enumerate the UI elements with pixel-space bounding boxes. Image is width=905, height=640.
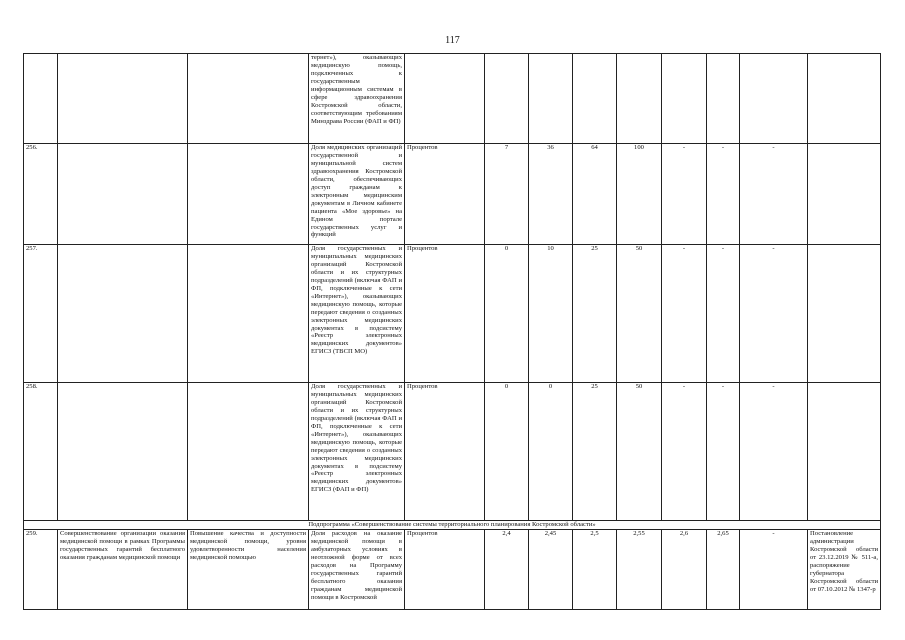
value-cell xyxy=(662,54,707,144)
basis-cell xyxy=(808,54,881,144)
value-cell xyxy=(529,54,573,144)
basis-cell xyxy=(808,245,881,383)
indicator-cell: Доля государственных и муниципальных медицинских организаций Костромской области и их структурных подразделений (включая ФАП и ФП, подключенные к сети «Интернет»), оказывающих медицинскую помощь, которые передают сведения о созданных электронных медицинских документах в подсистему «Реестр электронных медицинских документов» ЕГИСЗ (ТВСП МО) xyxy=(309,245,405,383)
value-cell: - xyxy=(662,245,707,383)
value-cell: 2,55 xyxy=(617,530,662,610)
value-cell: 50 xyxy=(617,245,662,383)
value-cell: - xyxy=(740,530,808,610)
basis-cell xyxy=(808,144,881,245)
direction-cell: Совершенствование организации оказания медицинской помощи в рамках Программы государственных гарантий бесплатного оказания гражданам медицинской помощи xyxy=(58,530,188,610)
direction-cell xyxy=(58,144,188,245)
direction-cell xyxy=(58,383,188,521)
unit-cell: Процентов xyxy=(405,144,485,245)
goal-cell xyxy=(188,54,309,144)
goal-cell: Повышение качества и доступности медицинской помощи, уровня удовлетворенности населения медицинской помощью xyxy=(188,530,309,610)
unit-cell xyxy=(405,54,485,144)
unit-cell: Процентов xyxy=(405,245,485,383)
value-cell: 7 xyxy=(485,144,529,245)
page-number: 117 xyxy=(445,35,460,46)
unit-cell: Процентов xyxy=(405,530,485,610)
row-number-cell xyxy=(24,54,58,144)
value-cell: 2,5 xyxy=(573,530,617,610)
value-cell: - xyxy=(740,245,808,383)
value-cell: 100 xyxy=(617,144,662,245)
value-cell: 64 xyxy=(573,144,617,245)
value-cell: 50 xyxy=(617,383,662,521)
table-row xyxy=(24,383,881,521)
unit-cell: Процентов xyxy=(405,383,485,521)
goal-cell xyxy=(188,383,309,521)
value-cell xyxy=(617,54,662,144)
value-cell: - xyxy=(740,144,808,245)
value-cell: 0 xyxy=(485,245,529,383)
value-cell: - xyxy=(707,144,740,245)
indicator-cell: Доля государственных и муниципальных медицинских организаций Костромской области и их структурных подразделений (включая ФАП и ФП, подключенные к сети «Интернет»), оказывающих медицинскую помощь, которые передают сведения о созданных электронных медицинских документах в подсистему «Реестр электронных медицинских документов» ЕГИСЗ (ФАП и ФП) xyxy=(309,383,405,521)
table-row xyxy=(24,54,881,144)
basis-cell xyxy=(808,383,881,521)
subprogram-row xyxy=(24,521,881,530)
value-cell: - xyxy=(662,144,707,245)
value-cell: 0 xyxy=(529,383,573,521)
value-cell: - xyxy=(740,383,808,521)
row-number-cell: 258. xyxy=(24,383,58,521)
value-cell xyxy=(740,54,808,144)
direction-cell xyxy=(58,245,188,383)
indicators-table xyxy=(23,53,881,610)
value-cell: - xyxy=(707,383,740,521)
table-row xyxy=(24,144,881,245)
basis-cell: Постановление администрации Костромской области от 23.12.2019 № 511-а, распоряжение губернатора Костромской области от 07.10.2012 № 1347-р xyxy=(808,530,881,610)
value-cell: 25 xyxy=(573,245,617,383)
value-cell: 2,4 xyxy=(485,530,529,610)
value-cell: 2,6 xyxy=(662,530,707,610)
direction-cell xyxy=(58,54,188,144)
value-cell xyxy=(707,54,740,144)
value-cell: - xyxy=(707,245,740,383)
goal-cell xyxy=(188,245,309,383)
row-number-cell: 257. xyxy=(24,245,58,383)
row-number-cell: 259. xyxy=(24,530,58,610)
value-cell: 2,45 xyxy=(529,530,573,610)
value-cell: 10 xyxy=(529,245,573,383)
subprogram-title: Подпрограмма «Совершенствование системы территориального планирования Костромской области» xyxy=(24,521,881,530)
table-row xyxy=(24,245,881,383)
value-cell: - xyxy=(662,383,707,521)
row-number-cell: 256. xyxy=(24,144,58,245)
value-cell: 2,65 xyxy=(707,530,740,610)
goal-cell xyxy=(188,144,309,245)
table-row xyxy=(24,530,881,610)
value-cell: 0 xyxy=(485,383,529,521)
value-cell: 25 xyxy=(573,383,617,521)
indicator-cell: тернет»), оказывающих медицинскую помощь, подключенных к государственным информационным системам в сфере здравоохранения Костромской области, соответствующим требованиям Минздрава России (ФАП и ФП) xyxy=(309,54,405,144)
value-cell xyxy=(573,54,617,144)
indicator-cell: Доля медицинских организаций государственной и муниципальной систем здравоохранения Костромской области, обеспечивающих доступ гражданам к электронным медицинским документам в Личном кабинете пациента «Мое здоровье» на Едином портале государственных услуг и функций xyxy=(309,144,405,245)
value-cell: 36 xyxy=(529,144,573,245)
indicator-cell: Доля расходов на оказание медицинской помощи в амбулаторных условиях в неотложной форме от всех расходов на Программу государственных гарантий бесплатного оказания гражданам медицинской помощи в Костромской xyxy=(309,530,405,610)
value-cell xyxy=(485,54,529,144)
